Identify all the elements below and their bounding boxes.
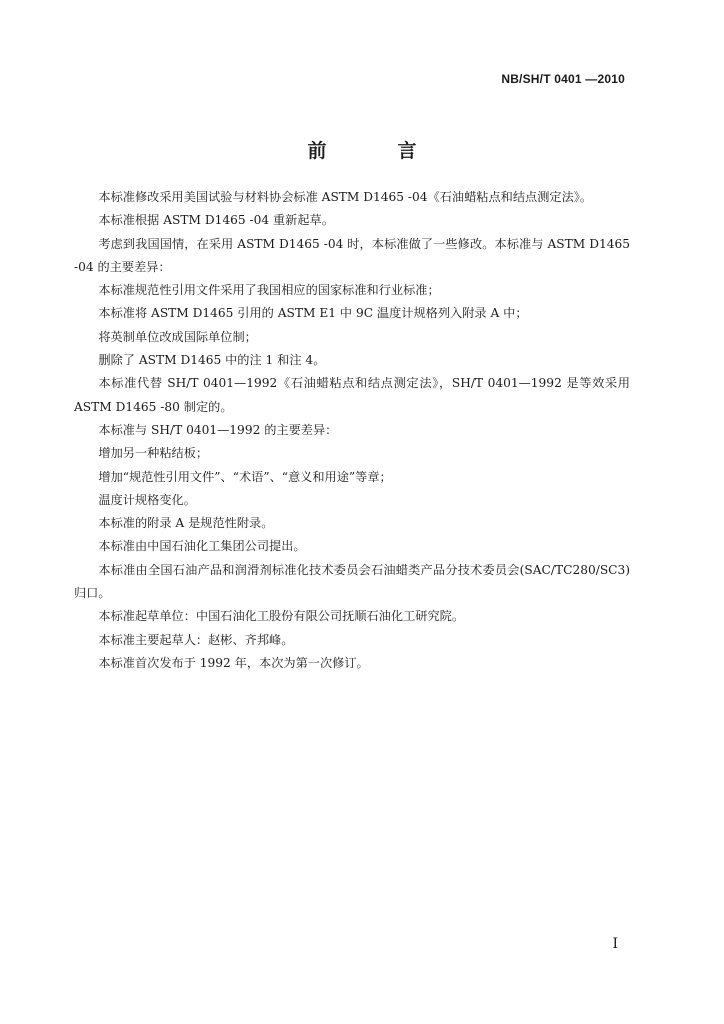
paragraph-difference-chapters: 增加“规范性引用文件”、“术语”、“意义和用途”等章； xyxy=(98,469,392,484)
preface-body xyxy=(74,186,630,675)
page-number: I xyxy=(612,936,618,952)
page-title: 前 言 xyxy=(307,140,443,162)
paragraph-difference-plate: 增加另一种粘结板； xyxy=(98,446,209,461)
paragraph-difference-notes: 删除了 ASTM D1465 中的注 1 和注 4。 xyxy=(98,353,326,368)
paragraph-replaces: 本标准代替 SH/T 0401—1992《石油蜡粘点和结点测定法》，SH/T 0401—1992 是等效采用 ASTM D1465 -80 制定的。 xyxy=(74,376,630,414)
paragraph-difference-thermometer-spec: 温度计规格变化。 xyxy=(98,492,196,507)
paragraph-difference-references: 本标准规范性引用文件采用了我国相应的国家标准和行业标准； xyxy=(98,283,440,298)
paragraph-committee: 本标准由全国石油产品和润滑剂标准化技术委员会石油蜡类产品分技术委员会(SAC/TC280/SC3)归口。 xyxy=(74,562,630,601)
paragraph-history: 本标准首次发布于 1992 年，本次为第一次修订。 xyxy=(98,655,369,670)
paragraph-modifications: 考虑到我国国情，在采用 ASTM D1465 -04 时，本标准做了一些修改。本标准与 ASTM D1465 -04 的主要差异： xyxy=(74,236,630,274)
paragraph-drafting-unit: 本标准起草单位：中国石油化工股份有限公司抚顺石油化工研究院。 xyxy=(98,609,465,624)
paragraph-difference-units: 将英制单位改成国际单位制； xyxy=(98,329,257,344)
paragraph-annex: 本标准的附录 A 是规范性附录。 xyxy=(98,516,274,531)
paragraph-proposer: 本标准由中国石油化工集团公司提出。 xyxy=(98,539,306,554)
paragraph-main-differences: 本标准与 SH/T 0401—1992 的主要差异： xyxy=(98,422,338,437)
paragraph-drafters: 本标准主要起草人：赵彬、齐邦峰。 xyxy=(98,632,294,647)
header-standard-code: NB/SH/T 0401 —2010 xyxy=(501,72,625,86)
paragraph-redrafted: 本标准根据 ASTM D1465 -04 重新起草。 xyxy=(98,213,334,228)
paragraph-adoption: 本标准修改采用美国试验与材料协会标准 ASTM D1465 -04《石油蜡粘点和结点测定法》。 xyxy=(98,190,593,204)
paragraph-difference-thermometer: 本标准将 ASTM D1465 引用的 ASTM E1 中 9C 温度计规格列入附录 A 中； xyxy=(98,306,528,321)
